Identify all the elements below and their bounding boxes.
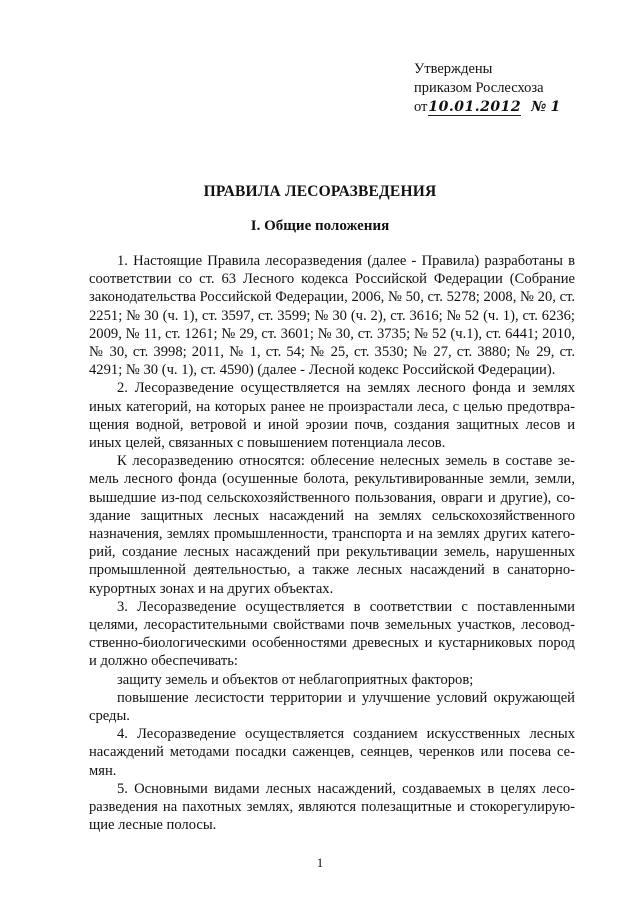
handwritten-date: 10.01.2012 bbox=[428, 99, 522, 115]
approval-line-date bbox=[414, 98, 561, 117]
approval-date-prefix: от bbox=[414, 99, 428, 115]
paragraph-3: 3. Лесоразведение осуществляется в соответствии с поставленными целями, лесорастительными свойствами почв земельных участков, лесоводственно-биологическими особенностями древесных и кустарниковых пород и должно обеспечивать: bbox=[89, 598, 575, 670]
document-title: ПРАВИЛА ЛЕСОРАЗВЕДЕНИЯ bbox=[203, 183, 437, 200]
page-number: 1 bbox=[316, 855, 324, 870]
paragraph-3-item-1: защиту земель и объектов от неблагоприятных факторов; bbox=[117, 671, 474, 688]
approval-block bbox=[414, 60, 561, 117]
number-sign: № bbox=[531, 99, 547, 115]
document-body bbox=[89, 252, 575, 835]
paragraph-4: 4. Лесоразведение осуществляется созданием искусственных лесных насаждений методами посадки саженцев, сеянцев, черенков или посева семян. bbox=[89, 726, 575, 779]
paragraph-3-item-2: повышение лесистости территории и улучшение условий окружающей среды. bbox=[89, 689, 575, 725]
paragraph-2: 2. Лесоразведение осуществляется на землях лесного фонда и землях иных категорий, на которых ранее не произрастали леса, с целью предотвращения водной, ветровой и иной эрозии почв, создания защитных лесов и иных целей, связанных с повышением потенциала лесов. bbox=[89, 380, 575, 452]
approval-line-approved: Утверждены bbox=[414, 61, 493, 77]
section-title: I. Общие положения bbox=[250, 218, 390, 234]
paragraph-1: 1. Настоящие Правила лесоразведения (далее - Правила) разработаны в соответствии со ст. 63 Лесного кодекса Российской Федерации (Собрание законодательства Российской Федерации, 2006, № 50, ст. 5278; 2008, № 20, ст. 2251; № 30 (ч. 1), ст. 3597, ст. 3599; № 30 (ч. 2), ст. 3616; № 52 (ч. 1), ст. 6236; 2009, № 11, ст. 1261; № 29, ст. 3601; № 30, ст. 3735; № 52 (ч.1), ст. 6441; 2010, № 30, ст. 3998; 2011, № 1, ст. 54; № 25, ст. 3530; № 27, ст. 3880; № 29, ст. 4291; № 30 (ч. 1), ст. 4590) (далее - Лесной кодекс Российской Федерации). bbox=[89, 253, 575, 379]
paragraph-2-continued: К лесоразведению относятся: облесение нелесных земель в составе земель лесного фонда (осушенные болота, рекультивированные земли, земли, вышедшие из-под сельскохозяйственного пользования, овраги и другие), создание защитных лесных насаждений на землях сельскохозяйственного назначения, землях промышленности, транспорта и на землях других категорий, создание лесных насаждений при рекультивации земель, нарушенных промышленной деятельностью, а также лесных насаждений в санаторно-курортных зонах и на других объектах. bbox=[89, 453, 575, 597]
paragraph-5: 5. Основными видами лесных насаждений, создаваемых в целях лесоразведения на пахотных землях, являются полезащитные и стокорегулирующие лесные полосы. bbox=[89, 780, 575, 834]
approval-line-order: приказом Рослесхоза bbox=[414, 80, 544, 96]
handwritten-number: 1 bbox=[550, 99, 561, 115]
